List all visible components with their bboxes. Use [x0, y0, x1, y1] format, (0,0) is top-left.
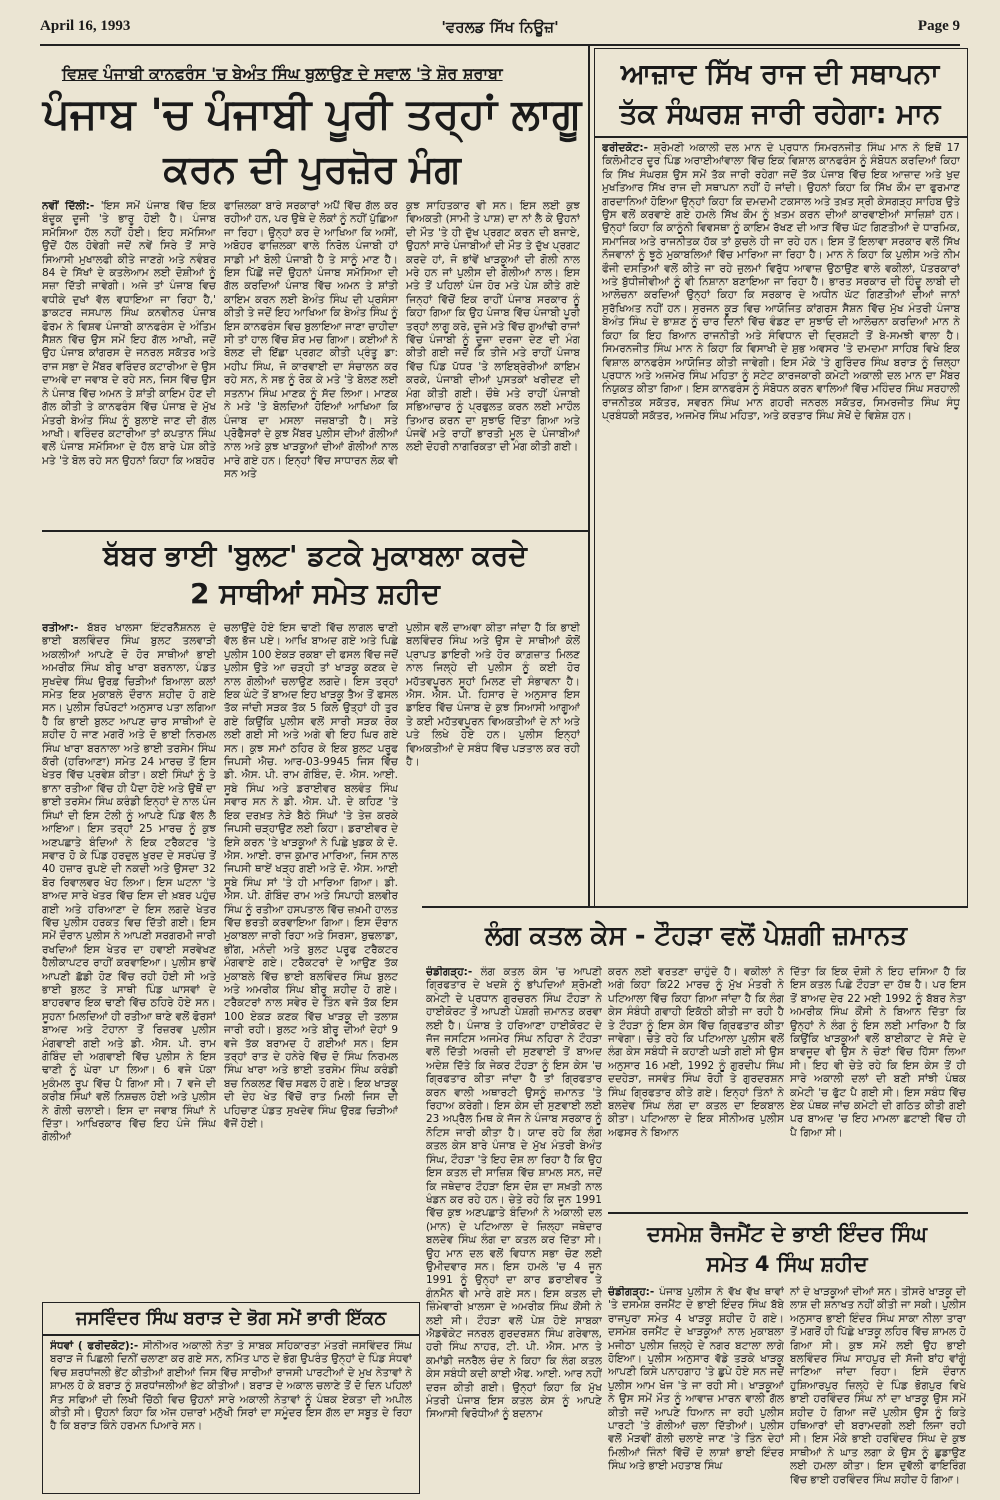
- main-headline-1: ਪੰਜਾਬ 'ਚ ਪੰਜਾਬੀ ਪੂਰੀ ਤਰ੍ਹਾਂ ਲਾਗੂ: [42, 89, 582, 138]
- dashmesh-dateline: ਚੰਡੀਗੜ੍ਹ:-: [608, 1286, 655, 1298]
- main-col-3: [406, 200, 580, 525]
- main-text-2: ਫਾਜ਼ਿਲਕਾ ਬਾਰੇ ਸਰਕਾਰਾਂ ਅਪੈਂ ਵਿੱਚ ਗੱਲ ਕਰ ਰਹੀਆਂ ਹਨ, ਪਰ ਉਥੇ ਦੇ ਲੋਕਾਂ ਨੂੰ ਨਹੀਂ ਪੁੱਛਿਆ ਜਾ ਰਿਹਾ। ਉਨ੍ਹਾਂ ਕਰ ਦੇ ਆਖਿਆ ਕਿ ਅਸੀਂ, ਅਬੋਹਰ ਫਾਜ਼ਿਲਕਾ ਵਾਲੇ ਨਿਰੋਲ ਪੰਜਾਬੀ ਹਾਂ ਸਾਡੀ ਮਾਂ ਬੋਲੀ ਪੰਜਾਬੀ ਹੈ ਤੇ ਸਾਨੂੰ ਮਾਣ ਹੈ। ਇਸ ਪਿੱਛੋਂ ਜਦੋਂ ਉਹਨਾਂ ਪੰਜਾਬ ਸਮੱਸਿਆ ਦੀ ਗੱਲ ਕਰਦਿਆਂ ਪੰਜਾਬ ਵਿੱਚ ਅਮਨ ਤੇ ਸ਼ਾਂਤੀ ਕਾਇਮ ਕਰਨ ਲਈ ਬੇਅੰਤ ਸਿੰਘ ਦੀ ਪ੍ਰਸੰਸਾ ਕੀਤੀ ਤੇ ਜਦੋਂ ਇਹ ਆਖਿਆ ਕਿ ਬੇਅੰਤ ਸਿੰਘ ਨੂੰ ਇਸ ਕਾਨਫਰੰਸ ਵਿਚ ਬੁਲਾਇਆ ਜਾਣਾ ਚਾਹੀਦਾ ਸੀ ਤਾਂ ਹਾਲ ਵਿੱਚ ਸ਼ੋਰ ਮਚ ਗਿਆ। ਕਈਆਂ ਨੇ ਬੋਲਣ ਦੀ ਇੱਛਾ ਪ੍ਰਗਟ ਕੀਤੀ ਪ੍ਰੰਤੂ ਡਾ: ਮਹੀਪ ਸਿੰਘ, ਜੋ ਕਾਰਵਾਈ ਦਾ ਸੰਚਾਲਨ ਕਰ ਰਹੇ ਸਨ, ਨੇ ਸਭ ਨੂੰ ਰੋਕ ਕੇ ਮਤੇ 'ਤੇ ਬੋਲਣ ਲਈ ਸਤਨਾਮ ਸਿੰਘ ਮਾਣਕ ਨੂੰ ਸੱਦ ਲਿਆ। ਮਾਣਕ ਨੇ ਮਤੇ 'ਤੇ ਬੋਲਦਿਆਂ ਹੋਇਆਂ ਆਖਿਆ ਕਿ ਪੰਜਾਬ ਦਾ ਮਸਲਾ ਜਜ਼ਬਾਤੀ ਹੈ। ਸਤੇ ਪ੍ਰੋਫੈਸਰਾਂ ਦੇ ਕੁਝ ਮੈਂਬਰ ਪੁਲੀਸ ਦੀਆਂ ਗੋਲੀਆਂ ਨਾਲ ਅਤੇ ਕੁਝ ਖਾੜਕੂਆਂ ਦੀਆਂ ਗੋਲੀਆਂ ਨਾਲ ਮਾਰੇ ਗਏ ਹਨ। ਇਨ੍ਹਾਂ ਵਿੱਚ ਸਾਧਾਰਨ ਲੋਕ ਵੀ ਸਨ ਅਤੇ: [224, 200, 398, 481]
- bullet-text-1: ਬੱਬਰ ਖਾਲਸਾ ਇੰਟਰਨੈਸ਼ਨਲ ਦੇ ਭਾਈ ਬਲਵਿੰਦਰ ਸਿੰਘ ਬੁਲਟ ਤਲਵਾੜੀ ਅਕਲੀਆਂ ਆਪਣੇ ਦੋ ਹੋਰ ਸਾਥੀਆਂ ਭਾਈ ਅਮਰੀਕ ਸਿੰਘ ਬੀਰੂ ਖਾਰਾ ਬਰਨਾਲਾ, ਪੰਡਤ ਸੁਖਦੇਵ ਸਿੰਘ ਉਰਫ਼ ਚਿੜੀਆਂ ਬਿਆਲਾ ਕਲਾਂ ਸਮੇਤ ਇਕ ਮੁਕਾਬਲੇ ਦੌਰਾਨ ਸ਼ਹੀਦ ਹੋ ਗਏ ਸਨ। ਪੁਲੀਸ ਰਿਪੋਰਟਾਂ ਅਨੁਸਾਰ ਪਤਾ ਲਗਿਆ ਹੈ ਕਿ ਭਾਈ ਬੁਲਟ ਆਪਣ ਚਾਰ ਸਾਥੀਆਂ ਦੇ ਸ਼ਹੀਦ ਹੋ ਜਾਣ ਮਗਰੋਂ ਅਤੇ ਦੋ ਭਾਈ ਨਿਰਮਲ ਸਿੰਘ ਖਾਰਾ ਬਰਨਾਲਾ ਅਤੇ ਭਾਈ ਤਰਸੇਮ ਸਿੰਘ ਕੱਰੀ (ਹਰਿਆਣਾ) ਸਮੇਤ 24 ਮਾਰਚ ਤੋਂ ਇਸ ਖੇਤਰ ਵਿੱਚ ਪ੍ਰਵੇਸ਼ ਕੀਤਾ। ਕਈ ਸਿੰਘਾਂ ਨੂੰ ਤੇ ਭਾਨਾ ਰਤੀਆ ਵਿੱਚ ਹੀ ਪੈਦਾ ਹੋਏ ਅਤੇ ਉਥੋਂ ਦਾ ਭਾਈ ਤਰਸੇਮ ਸਿੰਘ ਕਰੰਡੀ ਇਨ੍ਹਾਂ ਦੇ ਨਾਲ ਪੰਜ ਸਿੰਘਾਂ ਦੀ ਇਸ ਟੋਲੀ ਨੂੰ ਆਪਣੇ ਪਿੰਡ ਵੱਲ ਲੈ ਆਇਆ। ਇਸ ਤਰ੍ਹਾਂ 25 ਮਾਰਚ ਨੂੰ ਕੁਝ ਅਣਪਛਾਤੇ ਬੰਦਿਆਂ ਨੇ ਇਕ ਟਰੈਕਟਰ 'ਤੇ ਸਵਾਰ ਹੋ ਕੇ ਪਿੰਡ ਹਰਦੁਲ ਖੁਰਦ ਦੇ ਸਰਪੰਚ ਤੋਂ 40 ਹਜ਼ਾਰ ਰੁਪਏ ਦੀ ਨਕਦੀ ਅਤੇ ਉਸਦਾ 32 ਬੋਰ ਰਿਵਾਲਵਰ ਖੋਹ ਲਿਆ। ਇਸ ਘਟਨਾ 'ਤੇ ਬਾਅਦ ਸਾਰੇ ਖੇਤਰ ਵਿੱਚ ਇਸ ਦੀ ਖ਼ਬਰ ਪਹੁੰਚ ਗਈ ਅਤੇ ਹਰਿਆਣਾ ਦੇ ਇਸ ਲਗਦੇ ਖੇਤਰ ਵਿੱਚ ਪੁਲੀਸ ਹਰਕਤ ਵਿਚ ਦਿੱਤੀ ਗਈ। ਇਸ ਸਮੇਂ ਦੌਰਾਨ ਪੁਲੀਸ ਨੇ ਆਪਣੀ ਸਰਗਰਮੀ ਜਾਰੀ ਰਖਦਿਆਂ ਇਸ ਖੇਤਰ ਦਾ ਹਵਾਈ ਸਰਵੇਖਣ ਹੈਲੀਕਾਪਟਰ ਰਾਹੀਂ ਕਰਵਾਇਆ। ਪੁਲੀਸ ਭਾਵੇਂ ਆਪਣੀ ਛੱਡੀ ਹੋਣ ਵਿੱਚ ਰਹੀ ਹੋਈ ਸੀ ਅਤੇ ਭਾਈ ਬੁਲਟ ਤੇ ਸਾਥੀ ਪਿੰਡ ਘਾਸਵਾਂ ਦੇ ਬਾਹਰਵਾਰ ਇਕ ਢਾਣੀ ਵਿੱਚ ਠਹਿਰੇ ਹੋਏ ਸਨ। ਸੂਹਨਾ ਮਿਲਦਿਆਂ ਹੀ ਰਤੀਆ ਥਾਣੇ ਵਲੋਂ ਫੋਰਸਾਂ ਬਾਅਦ ਅਤੇ ਟੋਹਾਨਾ ਤੋਂ ਰਿਜ਼ਰਵ ਪੁਲੀਸ ਮੰਗਵਾਈ ਗਈ ਅਤੇ ਡੀ. ਐਸ. ਪੀ. ਰਾਮ ਗੋਬਿੰਦ ਦੀ ਅਗਵਾਈ ਵਿੱਚ ਪੁਲੀਸ ਨੇ ਇਸ ਢਾਣੀ ਨੂੰ ਘੇਰਾ ਪਾ ਲਿਆ। 6 ਵਜੇ ਪੱਕਾ ਮੁਕੰਮਲ ਰੂਪ ਵਿੱਚ ਪੈ ਗਿਆ ਸੀ। 7 ਵਜੇ ਦੀ ਕਰੀਬ ਸਿੰਘਾਂ ਵਲੋਂ ਨਿਸ਼ਚਲ ਹੋਈ ਅਤੇ ਪੁਲੀਸ ਨੇ ਗੋਲੀ ਚਲਾਈ। ਇਸ ਦਾ ਜਵਾਬ ਸਿੰਘਾਂ ਨੇ ਦਿੱਤਾ। ਆਖਿਰਕਾਰ ਵਿੱਚ ਇਹ ਪੰਜੇ ਸਿੰਘ ਗੋਲੀਆਂ: [42, 622, 216, 1144]
- bullet-col-3: [406, 622, 580, 788]
- mann-dateline: ਫਰੀਦਕੋਟ:-: [602, 142, 648, 154]
- main-headline-2: ਕਰਨ ਦੀ ਪੁਰਜ਼ੋਰ ਮੰਗ: [163, 147, 461, 191]
- mann-divider: [594, 136, 968, 138]
- dashmesh-col-2: [790, 1286, 966, 1494]
- tohra-text-2: ਕਰਨ ਲਈ ਵਰਤਣਾ ਚਾਹੁੰਦੇ ਹੈ। ਵਕੀਲਾਂ ਨੇ ਅਗੇ ਕਿਹਾ ਕਿ22 ਮਾਰਚ ਨੂੰ ਮੁੱਖ ਮੰਤਰੀ ਨੇ ਪਟਿਆਲਾ ਵਿੱਚ ਕਿਹਾ ਗਿਆ ਜਾਂਦਾ ਹੈ ਕਿ ਲੰਗ ਕੇਸ ਸੰਬੰਧੀ ਗਵਾਹੀ ਇਕੱਠੀ ਕੀਤੀ ਜਾ ਰਹੀ ਹੈ ਤੇ ਟੌਹੜਾ ਨੂੰ ਇਸ ਕੇਸ ਵਿੱਚ ਗ੍ਰਿਫਤਾਰ ਕੀਤਾ ਜਾਵੇਗਾ। ਚੇਤੇ ਰਹੇ ਕਿ ਪਟਿਆਲਾ ਪੁਲੀਸ ਵਲੋਂ ਲੰਗ ਕੇਸ ਸਬੰਧੀ ਜੋ ਕਹਾਣੀ ਘੜੀ ਗਈ ਸੀ ਉਸ ਅਨੁਸਾਰ 16 ਮਈ, 1992 ਨੂੰ ਗੁਰਦੀਪ ਸਿੰਘ ਦਦਹੇੜਾ, ਜਸਵੰਤ ਸਿੰਘ ਰੋਹੀ ਤੇ ਗੁਰਦਰਸ਼ਨ ਸਿੰਘ ਗ੍ਰਿਫਤਾਰ ਕੀਤੇ ਗਏ। ਇਨ੍ਹਾਂ ਤਿੰਨਾਂ ਨੇ ਬਲਦੇਵ ਸਿੰਘ ਲੰਗ ਦਾ ਕਤਲ ਦਾ ਇਕਬਾਲ ਕੀਤਾ। ਪਟਿਆਲਾ ਦੇ ਇਕ ਸੀਨੀਅਰ ਪੁਲੀਸ ਅਫਸਰ ਨੇ ਬਿਆਨ: [608, 966, 784, 1139]
- tohra-dateline: ਚੰਡੀਗੜ੍ਹ:-: [426, 966, 473, 978]
- main-kicker: ਵਿਸ਼ਵ ਪੰਜਾਬੀ ਕਾਨਫਰੰਸ 'ਚ ਬੇਅੰਤ ਸਿੰਘ ਬੁਲਾਉਣ ਦੇ ਸਵਾਲ 'ਤੇ ਸ਼ੋਰ ਸ਼ਰਾਬਾ: [62, 64, 503, 83]
- tohra-headline: ਲੰਗ ਕਤਲ ਕੇਸ - ਟੌਹੜਾ ਵਲੋਂ ਪੇਸ਼ਗੀ ਜ਼ਮਾਨਤ: [484, 921, 908, 951]
- dashmesh-headline-2: ਸਮੇਤ 4 ਸਿੰਘ ਸ਼ਹੀਦ: [706, 1252, 868, 1276]
- brar-body: [50, 1340, 412, 1488]
- main-dateline: ਨਵੀਂ ਦਿੱਲੀ:-: [42, 200, 95, 212]
- bullet-text-3: ਪੁਲੀਸ ਵਲੋਂ ਦਾਅਵਾ ਕੀਤਾ ਜਾਂਦਾ ਹੈ ਕਿ ਭਾਈ ਬਲਵਿੰਦਰ ਸਿੰਘ ਅਤੇ ਉਸ ਦੇ ਸਾਥੀਆਂ ਕੋਲੋਂ ਪ੍ਰਾਪਤ ਡਾਇਰੀ ਅਤੇ ਹੋਰ ਕਾਗ਼ਜ਼ਾਤ ਮਿਲਣ ਨਾਲ ਜਿਲ੍ਹੇ ਦੀ ਪੁਲੀਸ ਨੂੰ ਕਈ ਹੋਰ ਮਹੱਤਵਪੂਰਨ ਸੂਹਾਂ ਮਿਲਣ ਦੀ ਸੰਭਾਵਨਾ ਹੈ। ਐਸ. ਐਸ. ਪੀ. ਹਿਸਾਰ ਦੇ ਅਨੁਸਾਰ ਇਸ ਡਾਇਰ ਵਿੱਚ ਪੰਜਾਬ ਦੇ ਕੁਝ ਸਿਆਸੀ ਆਗੂਆਂ ਤੇ ਕਈ ਮਹੱਤਵਪੂਰਨ ਵਿਅਕਤੀਆਂ ਦੇ ਨਾਂ ਅਤੇ ਪਤੇ ਲਿਖੇ ਹੋਏ ਹਨ। ਪੁਲੀਸ ਇਨ੍ਹਾਂ ਵਿਅਕਤੀਆਂ ਦੇ ਸਬੰਧ ਵਿੱਚ ਪੜਤਾਲ ਕਰ ਰਹੀ ਹੈ।: [406, 622, 580, 769]
- main-col-2: [224, 200, 398, 525]
- brar-divider: [42, 1334, 420, 1336]
- bullet-col-1: [42, 622, 216, 1298]
- bullet-col-2: [224, 622, 398, 1298]
- bullet-text-2: ਚਲਾਉਂਦੇ ਹੋਏ ਇਸ ਢਾਣੀ ਵਿੱਚ ਲਾਗਲ ਢਾਣੀ ਵੱਲ ਭੱਜ ਪਏ। ਆਖਿ ਬਾਅਦ ਗਏ ਅਤੇ ਪਿਛੇ ਪੁਲੀਸ 100 ਏਕੜ ਰਕਬਾ ਦੀ ਫਸਲ ਵਿੱਚ ਜਦੋਂ ਪੁਲੀਸ ਉਤੇ ਆ ਚੜ੍ਹੀ ਤਾਂ ਖਾੜਕੂ ਕਣਕ ਦੇ ਨਾਲ ਗੋਲੀਆਂ ਚਲਾਉਣ ਲਗਦੇ। ਇਸ ਤਰ੍ਹਾਂ ਇਕ ਘੰਟੇ ਤੋਂ ਬਾਅਦ ਇਹ ਖਾੜਕੂ ਤੈਅ ਤੋਂ ਫਸਲ ਤੱਕ ਜਾਂਦੀ ਸੜਕ ਤੱਕ 5 ਕਿਲੋ ਉਤ੍ਹਾਂ ਹੀ ਤੁਰ ਗਏ ਕਿਉਂਕਿ ਪੁਲੀਸ ਵਲੋਂ ਸਾਰੀ ਸੜਕ ਰੋਕ ਲਈ ਗਈ ਸੀ ਅਤੇ ਅਗੇ ਵੀ ਇਹ ਘਿਰ ਗਏ ਸਨ। ਕੁਝ ਸਮਾਂ ਠਹਿਰ ਕੇ ਇਕ ਬੁਲਟ ਪਰੂਫ ਜਿਪਸੀ ਐਚ. ਆਰ-03-9945 ਜਿਸ ਵਿੱਚ ਡੀ. ਐਸ. ਪੀ. ਰਾਮ ਗੋਬਿੰਦ, ਦੋ. ਐਸ. ਆਈ. ਸੂਬੇ ਸਿੰਘ ਅਤੇ ਡਰਾਈਵਰ ਬਲਵੰਤ ਸਿੰਘ ਸਵਾਰ ਸਨ ਨੇ ਡੀ. ਐਸ. ਪੀ. ਦੇ ਕਹਿਣ 'ਤੇ ਇਕ ਦਰਖ਼ਤ ਨੇੜੇ ਬੈਠੇ ਸਿੰਘਾਂ 'ਤੇ ਤੇਜ਼ ਕਰਕੇ ਜਿਪਸੀ ਚੜ੍ਹਾਉਣ ਲਈ ਕਿਹਾ। ਡਰਾਈਵਰ ਦੇ ਇਸੇ ਕਰਨ 'ਤੇ ਖਾੜਕੂਆਂ ਨੇ ਪਿਛੇ ਖੁਡਕ ਕੇ ਦੋ. ਐਸ. ਆਈ. ਰਾਜ ਕੁਮਾਰ ਮਾਰਿਆ, ਜਿਸ ਨਾਲ ਜਿਪਸੀ ਥਾਏਂ ਖੜ੍ਹ ਗਈ ਅਤੇ ਦੋ. ਐਸ. ਆਈ ਸੂਬੇ ਸਿੰਘ ਸਾਂ 'ਤੇ ਹੀ ਮਾਰਿਆ ਗਿਆ। ਡੀ. ਐਸ. ਪੀ. ਗੋਬਿੰਦ ਰਾਮ ਅਤੇ ਸਿਪਾਹੀ ਬਲਵੀਰ ਸਿੰਘ ਨੂੰ ਰਤੀਆ ਹਸਪਤਾਲ ਵਿੱਚ ਜ਼ਖ਼ਮੀ ਹਾਲਤ ਵਿੱਚ ਭਰਤੀ ਕਰਵਾਇਆ ਗਿਆ। ਇਸ ਦੌਰਾਨ ਮੁਕਾਬਲਾ ਜਾਰੀ ਰਿਹਾ ਅਤੇ ਸਿਰਸਾ, ਬੁਢਲਾਡਾ, ਭੀਂਗ, ਮਨੰਦੀ ਅਤੇ ਬੁਲਟ ਪਰੂਫ ਟਰੈਕਟਰ ਮੰਗਵਾਏ ਗਏ। ਟਰੈਕਟਰਾਂ ਦੇ ਆਉਣ ਤੱਕ ਮੁਕਾਬਲੇ ਵਿੱਚ ਭਾਈ ਬਲਵਿੰਦਰ ਸਿੰਘ ਬੁਲਟ ਅਤੇ ਅਮਰੀਕ ਸਿੰਘ ਬੀਰੂ ਸ਼ਹੀਦ ਹੋ ਗਏ। ਟਰੈਕਟਰਾਂ ਨਾਲ ਸਵੇਰ ਦੇ ਤਿੰਨ ਵਜੇ ਤੱਕ ਇਸ 100 ਏਕੜ ਕਣਕ ਵਿੱਚ ਖਾੜਕੂ ਦੀ ਤਲਾਸ਼ ਜਾਰੀ ਰਹੀ। ਬੁਲਟ ਅਤੇ ਬੀਰੂ ਦੀਆਂ ਦੇਹਾਂ 9 ਵਜੇ ਤੱਕ ਬਰਾਮਦ ਹੋ ਗਈਆਂ ਸਨ। ਇਸ ਤਰ੍ਹਾਂ ਰਾਤ ਦੇ ਹਨੇਰੇ ਵਿੱਚ ਦੋ ਸਿੰਘ ਨਿਰਮਲ ਸਿੰਘ ਖਾਰਾ ਅਤੇ ਭਾਈ ਤਰਸੇਮ ਸਿੰਘ ਕਰੰਡੀ ਬਚ ਨਿਕਲਣ ਵਿੱਚ ਸਫਲ ਹੋ ਗਏ। ਇਕ ਖਾੜਕੂ ਦੀ ਦੇਹ ਖੇਤ ਵਿੱਚੋਂ ਰਾਤ ਮਿਲੀ ਜਿਸ ਦੀ ਪਹਿਚਾਣ ਪੰਡਤ ਸੁਖਦੇਵ ਸਿੰਘ ਉਰਫ਼ ਚਿੜੀਆਂ ਵੱਜੋਂ ਹੋਈ।: [224, 622, 398, 1131]
- vertical-rule: [588, 44, 590, 906]
- brar-headline: ਜਸਵਿੰਦਰ ਸਿੰਘ ਬਰਾੜ ਦੇ ਭੋਗ ਸਮੇਂ ਭਾਰੀ ਇੱਕਠ: [75, 1308, 387, 1329]
- mann-body: [602, 142, 960, 898]
- tohra-text-1: ਲੰਗ ਕਤਲ ਕੇਸ 'ਚ ਆਪਣੀ ਗ੍ਰਿਫਤਾਰ ਦੇ ਖਦਸ਼ੇ ਨੂੰ ਭਾਂਪਦਿਆਂ ਸ਼੍ਰੋਮਣੀ ਕਮੇਟੀ ਦੇ ਪ੍ਰਧਾਨ ਗੁਰਚਰਨ ਸਿੰਘ ਟੌਹੜਾ ਨੇ ਹਾਈਕੋਰਟ ਤੋਂ ਆਪਣੀ ਪੇਸ਼ਗੀ ਜ਼ਮਾਨਤ ਕਰਵਾ ਲਈ ਹੈ। ਪੰਜਾਬ ਤੇ ਹਰਿਆਣਾ ਹਾਈਕੋਰਟ ਦੇ ਜੱਜ ਜਸਟਿਸ ਅਜਮੇਰ ਸਿੰਘ ਨਹਿਰਾ ਨੇ ਟੌਹੜਾ ਵਲੋਂ ਦਿੱਤੀ ਅਰਜ਼ੀ ਦੀ ਸੁਣਵਾਈ ਤੋਂ ਬਾਅਦ ਅਦੇਸ਼ ਦਿੱਤੇ ਕਿ ਜੇਕਰ ਟੌਹੜਾ ਨੂੰ ਇਸ ਕੇਸ 'ਚ ਗ੍ਰਿਫਤਾਰ ਕੀਤਾ ਜਾਂਦਾ ਹੈ ਤਾਂ ਗ੍ਰਿਫਤਾਰ ਕਰਨ ਵਾਲੀ ਅਥਾਰਟੀ ਉਸਨੂੰ ਜ਼ਮਾਨਤ 'ਤੇ ਰਿਹਾਅ ਕਰੇਗੀ। ਇਸ ਕੇਸ ਦੀ ਸੁਣਵਾਈ ਲਈ 23 ਅਪ੍ਰੈਲ ਮਿਥ ਕੇ ਜੱਜ ਨੇ ਪੰਜਾਬ ਸਰਕਾਰ ਨੂੰ ਨੋਟਿਸ ਜਾਰੀ ਕੀਤਾ ਹੈ। ਯਾਦ ਰਹੇ ਕਿ ਲੰਗ ਕਤਲ ਕੇਸ ਬਾਰੇ ਪੰਜਾਬ ਦੇ ਮੁੱਖ ਮੰਤਰੀ ਬੇਅੰਤ ਸਿੰਘ, ਟੌਹੜਾ 'ਤੇ ਇਹ ਦੋਸ਼ ਲਾ ਰਿਹਾ ਹੈ ਕਿ ਉਹ ਇਸ ਕਤਲ ਦੀ ਸਾਜ਼ਿਸ਼ ਵਿੱਚ ਸ਼ਾਮਲ ਸਨ, ਜਦੋਂ ਕਿ ਜਥੇਦਾਰ ਟੌਹੜਾ ਇਸ ਦੋਸ਼ ਦਾ ਸਖ਼ਤੀ ਨਾਲ ਖੰਡਨ ਕਰ ਰਹੇ ਹਨ। ਚੇਤੇ ਰਹੇ ਕਿ ਜੂਨ 1991 ਵਿੱਚ ਕੁਝ ਅਣਪਛਾਤੇ ਬੰਦਿਆਂ ਨੇ ਅਕਾਲੀ ਦਲ (ਮਾਨ) ਦੇ ਪਟਿਆਲਾ ਦੇ ਜ਼ਿਲ੍ਹਾ ਜਥੇਦਾਰ ਬਲਦੇਵ ਸਿੰਘ ਲੰਗ ਦਾ ਕਤਲ ਕਰ ਦਿੱਤਾ ਸੀ। ਉਹ ਮਾਨ ਦਲ ਵਲੋਂ ਵਿਧਾਨ ਸਭਾ ਚੋਣ ਲਈ ਉਮੀਦਵਾਰ ਸਨ। ਇਸ ਹਮਲੇ 'ਚ 4 ਜੂਨ 1991 ਨੂੰ ਉਨ੍ਹਾਂ ਦਾ ਕਾਰ ਡਰਾਈਵਰ ਤੇ ਗੰਨਮੈਨ ਵੀ ਮਾਰੇ ਗਏ ਸਨ। ਇਸ ਕਤਲ ਦੀ ਜ਼ਿੰਮੇਵਾਰੀ ਖ਼ਾਲਸਾ ਦੇ ਅਮਰੀਕ ਸਿੰਘ ਕੌਂਸੀ ਨੇ ਲਈ ਸੀ। ਟੌਹੜਾ ਵਲੋਂ ਪੇਸ਼ ਹੋਏ ਸਾਬਕਾ ਐਡਵੋਕੇਟ ਜਨਰਲ ਗੁਰਦਰਸ਼ਨ ਸਿੰਘ ਗਰੇਵਾਲ, ਹਰੀ ਸਿੰਘ ਨਾਹਰ, ਟੀ. ਪੀ. ਐਸ. ਮਾਨ ਤੇ ਕਮਾਂਡੀ ਜਨਰੈਲ ਚੰਦ ਨੇ ਕਿਹਾ ਕਿ ਲੰਗ ਕਤਲ ਕੇਸ ਸਬੰਧੀ ਕਦੀ ਕਾਈ ਐਫ. ਆਈ. ਆਰ ਨਹੀਂ ਦਰਜ ਕੀਤੀ ਗਈ। ਉਨ੍ਹਾਂ ਕਿਹਾ ਕਿ ਮੁੱਖ ਮੰਤਰੀ ਪੰਜਾਬ ਇਸ ਕਤਲ ਕੇਸ ਨੂੰ ਆਪਣੇ ਸਿਆਸੀ ਵਿਰੋਧੀਆਂ ਨੂੰ ਬਦਨਾਮ: [426, 966, 602, 1421]
- dashmesh-col-1: [608, 1286, 784, 1494]
- section-divider-3: [608, 1212, 968, 1214]
- main-text-1: 'ਇਸ ਸਮੇਂ ਪੰਜਾਬ ਵਿੱਚ ਇਕ ਬੰਦੂਕ ਦੂਜੀ 'ਤੇ ਭਾਰੂ ਹੋਈ ਹੈ। ਪੰਜਾਬ ਸਮੱਸਿਆ ਹੱਲ ਨਹੀਂ ਹੋਈ। ਇਹ ਸਮੱਸਿਆ ਉਦੋਂ ਹੱਲ ਹੋਵੇਗੀ ਜਦੋਂ ਨਵੇਂ ਸਿਰੇ ਤੋਂ ਸਾਰੇ ਸਿਆਸੀ ਮੁਖਾਲਫੀ ਕੀਤੇ ਜਾਣਗੇ ਅਤੇ ਨਵੰਬਰ 84 ਦੇ ਸਿੱਖਾਂ ਦੇ ਕਤਲੇਆਮ ਲਈ ਦੋਸ਼ੀਆਂ ਨੂੰ ਸਜ਼ਾ ਦਿੱਤੀ ਜਾਵੇਗੀ। ਅਜੇ ਤਾਂ ਪੰਜਾਬ ਵਿਚ ਵਧੀਕੇ ਦੁਖਾਂ ਵੱਲ ਵਧਾਇਆ ਜਾ ਰਿਹਾ ਹੈ,' ਡਾਕਟਰ ਜਸਪਾਲ ਸਿੰਘ ਕਨਵੀਨਰ ਪੰਜਾਬ ਫੋਰਮ ਨੇ ਵਿਸ਼ਵ ਪੰਜਾਬੀ ਕਾਨਫਰੰਸ ਦੇ ਅੰਤਿਮ ਸੈਸ਼ਨ ਵਿੱਚ ਉਸ ਸਮੇਂ ਇਹ ਗੱਲ ਆਖੀ, ਜਦੋਂ ਉਹ ਪੰਜਾਬ ਕਾਂਗਰਸ ਦੇ ਜਨਰਲ ਸਕੱਤਰ ਅਤੇ ਰਾਜ ਸਭਾ ਦੇ ਮੈਂਬਰ ਵਰਿੰਦਰ ਕਟਾਰੀਆ ਦੇ ਉਸ ਦਾਅਵੇ ਦਾ ਜਵਾਬ ਦੇ ਰਹੇ ਸਨ, ਜਿਸ ਵਿੱਚ ਉਸ ਨੇ ਪੰਜਾਬ ਵਿੱਚ ਅਮਨ ਤੇ ਸ਼ਾਂਤੀ ਕਾਇਮ ਹੋਣ ਦੀ ਗੱਲ ਕੀਤੀ ਤੇ ਕਾਨਫਰੰਸ ਵਿੱਚ ਪੰਜਾਬ ਦੇ ਮੁੱਖ ਮੰਤਰੀ ਬੇਅੰਤ ਸਿੰਘ ਨੂੰ ਬੁਲਾਏ ਜਾਣ ਦੀ ਗੱਲ ਆਖੀ। ਵਰਿੰਦਰ ਕਟਾਰੀਆ ਤਾਂ ਕਪਤਾਨ ਸਿੰਘ ਵਲੋਂ ਪੰਜਾਬ ਸਮੱਸਿਆ ਦੇ ਹੱਲ ਬਾਰੇ ਪੇਸ਼ ਕੀਤੇ ਮਤੇ 'ਤੇ ਬੋਲ ਰਹੇ ਸਨ ਉਹਨਾਂ ਕਿਹਾ ਕਿ ਅਬਹੋਰ: [42, 200, 216, 467]
- tohra-col-1: [426, 966, 602, 1496]
- dashmesh-text-1: ਪੰਜਾਬ ਪੁਲੀਸ ਨੇ ਵੱਖ ਵੱਖ ਥਾਵਾਂ 'ਤੇ ਦਸਮੇਸ਼ ਰਜਮੈਂਟ ਦੇ ਭਾਈ ਇੰਦਰ ਸਿੰਘ ਬੱਬੇ ਰਾਜਪੁਰਾ ਸਮੇਤ 4 ਖਾੜਕੂ ਸ਼ਹੀਦ ਹੋ ਗਏ। ਦਸਮੇਸ਼ ਰਜਮੈਂਟ ਦੇ ਖਾੜਕੂਆਂ ਨਾਲ ਮੁਕਾਬਲਾ ਮਜੀਠਾ ਪੁਲੀਸ ਜ਼ਿਲ੍ਹੇ ਦੇ ਨਗਰ ਬਟਾਲਾ ਲਾਗੇ ਹੋਇਆ। ਪੁਲੀਸ ਅਨੁਸਾਰ ਵੱਡੇ ਤੜਕੇ ਖਾੜਕੂ ਆਪਣੀ ਕਿਸੇ ਪਨਾਹਗਾਹ 'ਤੇ ਛੁਪੇ ਹੋਏ ਸਨ ਜਦੋਂ ਪੁਲੀਸ ਆਮ ਖੋਜ 'ਤੇ ਜਾ ਰਹੀ ਸੀ। ਖਾੜਕੂਆਂ ਨੇ ਉਸ ਸਮੇਂ ਮੌਤ ਨੂੰ ਆਵਾਜ਼ ਮਾਰਨ ਵਾਲੀ ਗੱਲ ਕੀਤੀ ਜਦੋਂ ਆਪਣੇ ਧਿਆਨ ਜਾ ਰਹੀ ਪੁਲੀਸ ਪਾਰਟੀ 'ਤੇ ਗੋਲੀਆਂ ਚਲਾ ਦਿੱਤੀਆਂ। ਪੁਲੀਸ ਵਲੋਂ ਮੋੜਵੀਂ ਗੋਲੀ ਚਲਾਏ ਜਾਣ 'ਤੇ ਤਿੰਨ ਦੇਹਾਂ ਮਿਲੀਆਂ ਜਿੰਨਾਂ ਵਿੱਚੋਂ ਦੋ ਲਾਸ਼ਾਂ ਭਾਈ ਇੰਦਰ ਸਿੰਘ ਅਤੇ ਭਾਈ ਮਹਤਾਬ ਸਿੰਘ: [608, 1286, 784, 1473]
- page-number: Page 9: [917, 18, 960, 34]
- tohra-col-3: [790, 966, 966, 1206]
- main-text-3: ਕੁਝ ਸਾਹਿਤਕਾਰ ਵੀ ਸਨ। ਇਸ ਲਈ ਕੁਝ ਵਿਅਕਤੀ (ਸਾਮੀ ਤੇ ਪਾਸ਼) ਦਾ ਨਾਂ ਲੈ ਕੇ ਉਹਨਾਂ ਦੀ ਮੌਤ 'ਤੇ ਹੀ ਦੁੱਖ ਪ੍ਰਗਟ ਕਰਨ ਦੀ ਬਜਾਏ, ਉਹਨਾਂ ਸਾਰੇ ਪੰਜਾਬੀਆਂ ਦੀ ਮੌਤ ਤੇ ਦੁੱਖ ਪ੍ਰਗਟ ਕਰਦੇ ਹਾਂ, ਜੋ ਭਾਂਵੇਂ ਖਾੜਕੂਆਂ ਦੀ ਗੋਲੀ ਨਾਲ ਮਰੇ ਹਨ ਜਾਂ ਪੁਲੀਸ ਦੀ ਗੋਲੀਆਂ ਨਾਲ। ਇਸ ਮਤੇ ਤੋਂ ਪਹਿਲਾਂ ਪੰਜ ਹੋਰ ਮਤੇ ਪੇਸ਼ ਕੀਤੇ ਗਏ ਜਿਨ੍ਹਾਂ ਵਿੱਚੋਂ ਇਕ ਰਾਹੀਂ ਪੰਜਾਬ ਸਰਕਾਰ ਨੂੰ ਕਿਹਾ ਗਿਆ ਕਿ ਉਹ ਪੰਜਾਬ ਵਿੱਚ ਪੰਜਾਬੀ ਪੂਰੀ ਤਰ੍ਹਾਂ ਲਾਗੂ ਕਰੇ, ਦੂਜੇ ਮਤੇ ਵਿੱਚ ਗੁਆਂਢੀ ਰਾਜਾਂ ਵਿੱਚ ਪੰਜਾਬੀ ਨੂੰ ਦੂਜਾ ਦਰਜਾ ਦੇਣ ਦੀ ਮੰਗ ਕੀਤੀ ਗਈ ਜਦੋਂ ਕਿ ਤੀਜੇ ਮਤੇ ਰਾਹੀਂ ਪੰਜਾਬ ਵਿੱਚ ਪਿੰਡ ਪੱਧਰ 'ਤੇ ਲਾਇਬ੍ਰੇਰੀਆਂ ਕਾਇਮ ਕਰਕੇ, ਪੰਜਾਬੀ ਦੀਆਂ ਪੁਸਤਕਾਂ ਖਰੀਦਣ ਦੀ ਮੰਗ ਕੀਤੀ ਗਈ। ਚੌਥੇ ਮਤੇ ਰਾਹੀਂ ਪੰਜਾਬੀ ਸਭਿਆਚਾਰ ਨੂੰ ਪ੍ਰਫੁਲਤ ਕਰਨ ਲਈ ਮਾਹੌਲ ਤਿਆਰ ਕਰਨ ਦਾ ਸੁਝਾਓ ਦਿੱਤਾ ਗਿਆ ਅਤੇ ਪੰਜਵੇਂ ਮਤੇ ਰਾਹੀਂ ਭਾਰਤੀ ਮੂਲ ਦੇ ਪੰਜਾਬੀਆਂ ਲਈ ਦੋਹਰੀ ਨਾਗਰਿਕਤਾ ਦੀ ਮੰਗ ਕੀਤੀ ਗਈ।: [406, 200, 580, 454]
- section-divider-1: [42, 530, 588, 532]
- main-col-1: [42, 200, 216, 525]
- tohra-col-2: [608, 966, 784, 1206]
- mann-headline-1: ਆਜ਼ਾਦ ਸਿੱਖ ਰਾਜ ਦੀ ਸਥਾਪਨਾ: [620, 57, 940, 90]
- tohra-text-3: ਦਿੱਤਾ ਕਿ ਇਕ ਦੋਸ਼ੀ ਨੇ ਇਹ ਦਸਿਆ ਹੈ ਕਿ ਇਸ ਕਤਲ ਪਿਛੇ ਟੌਹੜਾ ਦਾ ਹੱਥ ਹੈ। ਪਰ ਇਸ ਤੋਂ ਬਾਅਦ ਦੇਰ 22 ਮਈ 1992 ਨੂੰ ਬੱਬਰ ਨੇਤਾ ਅਮਰੀਕ ਸਿੰਘ ਕੌਂਸੀ ਨੇ ਬਿਆਨ ਦਿੱਤਾ ਕਿ ਉਨ੍ਹਾਂ ਨੇ ਲੰਗ ਨੂੰ ਇਸ ਲਈ ਮਾਰਿਆ ਹੈ ਕਿ ਕਿਉਂਕਿ ਖਾੜਕੂਆਂ ਵਲੋਂ ਬਾਈਕਾਟ ਦੇ ਸੱਦੇ ਦੇ ਬਾਵਜੂਦ ਵੀ ਉਸ ਨੇ ਚੋਣਾਂ ਵਿੱਚ ਹਿੱਸਾ ਲਿਆ ਸੀ। ਇਹ ਵੀ ਚੇਤੇ ਰਹੇ ਕਿ ਇਸ ਕੇਸ ਤੋਂ ਹੀ ਸਾਰੇ ਅਕਾਲੀ ਦਲਾਂ ਦੀ ਬਣੀ ਸਾਂਝੀ ਪੰਥਕ ਕਮੇਟੀ 'ਚ ਫੁੱਟ ਪੈ ਗਈ ਸੀ। ਇਸ ਸਬੰਧ ਵਿੱਚ ਏਕ ਪੰਥਕ ਜਾਂਚ ਕਮੇਟੀ ਦੀ ਗਠਿਤ ਕੀਤੀ ਗਈ ਪਰ ਬਾਅਦ 'ਚ ਇਹ ਮਾਮਲਾ ਛਟਾਈ ਵਿੱਚ ਹੀ ਪੈ ਗਿਆ ਸੀ।: [790, 966, 966, 1139]
- bullet-dateline: ਰਤੀਆ:-: [42, 622, 79, 634]
- brar-text: ਸੀਨੀਅਰ ਅਕਾਲੀ ਨੇਤਾ ਤੇ ਸਾਬਕ ਸਹਿਕਾਰਤਾ ਮੰਤਰੀ ਜਸਵਿੰਦਰ ਸਿੰਘ ਬਰਾੜ ਜੋ ਪਿਛਲੀ ਦਿਨੀਂ ਚਲਾਣਾ ਕਰ ਗਏ ਸਨ, ਨਮਿੱਤ ਪਾਠ ਦੇ ਭੋਗ ਉਪਰੰਤ ਉਨ੍ਹਾਂ ਦੇ ਪਿੰਡ ਸੰਧਵਾਂ ਵਿਚ ਸ਼ਰਧਾਂਜਲੀ ਭੇਂਟ ਕੀਤੀਆਂ ਗਈਆਂ ਜਿਸ ਵਿੱਚ ਸਾਰੀਆਂ ਰਾਜਸੀ ਪਾਰਟੀਆਂ ਦੇ ਮੁਖ ਨੇਤਾਵਾਂ ਨੇ ਸ਼ਾਮਲ ਹੋ ਕੇ ਬਰਾੜ ਨੂੰ ਸ਼ਰਧਾਂਜਲੀਆਂ ਭੇਟ ਕੀਤੀਆਂ। ਬਰਾੜ ਦੇ ਅਕਾਲ ਚਲਾਣੇ ਤੋਂ ਦੋ ਦਿਨ ਪਹਿਲਾਂ ਸੱਤ ਸਫਿਆਂ ਦੀ ਲਿਖੀ ਚਿੱਠੀ ਵਿਚ ਉਹਨਾਂ ਸਾਰੇ ਅਕਾਲੀ ਨੇਤਾਵਾਂ ਨੂੰ ਪੰਥਕ ਏਕਤਾ ਦੀ ਅਪੀਲ ਕੀਤੀ ਸੀ। ਉਹਨਾਂ ਕਿਹਾ ਕਿ ਅੱਜ ਹਜ਼ਾਰਾਂ ਮਨੁੱਖੀ ਸਿਰਾਂ ਦਾ ਸਮੂੰਦਰ ਇਸ ਗੱਲ ਦਾ ਸਬੂਤ ਦੇ ਰਿਹਾ ਹੈ ਕਿ ਬਰਾੜ ਕਿੰਨੇ ਹਰਮਨ ਪਿਆਰੇ ਸਨ।: [50, 1340, 412, 1433]
- bullet-headline-1: ਬੱਬਰ ਭਾਈ 'ਬੁਲਟ' ਡਟਕੇ ਮੁਕਾਬਲਾ ਕਰਦੇ: [103, 539, 527, 572]
- issue-date: April 16, 1993: [40, 18, 131, 34]
- dashmesh-text-2: ਨਾਂ ਦੇ ਖਾੜਕੂਆਂ ਦੀਆਂ ਸਨ। ਤੀਸਰੇ ਖਾੜਕੂ ਦੀ ਲਾਸ਼ ਦੀ ਸ਼ਨਾਖਤ ਨਹੀਂ ਕੀਤੀ ਜਾ ਸਕੀ। ਪੁਲੀਸ ਅਨੁਸਾਰ ਭਾਈ ਇੰਦਰ ਸਿੰਘ ਸਾਕਾ ਨੀਲਾ ਤਾਰਾ ਤੋਂ ਮਗਰੋਂ ਹੀ ਪਿੱਛੇ ਖਾੜਕੂ ਲਹਿਰ ਵਿੱਚ ਸ਼ਾਮਲ ਹੋ ਗਿਆ ਸੀ। ਕੁਝ ਸਮੇਂ ਲਈ ਉਹ ਭਾਈ ਬਲਵਿੰਦਰ ਸਿੰਘ ਸਾਹਪੁਰ ਦੀ ਸੱਜੀ ਬਾਂਹ ਵਾਂਗੂੰ ਜਾਣਿਆ ਜਾਂਦਾ ਰਿਹਾ। ਇਸੇ ਦੌਰਾਨ ਹੁਸ਼ਿਆਰਪੁਰ ਜ਼ਿਲ੍ਹੇ ਦੇ ਪਿੰਡ ਭੋਗਪੁਰ ਵਿਖੇ ਭਾਈ ਹਰਵਿੰਦਰ ਸਿੰਘ ਨਾਂ ਦਾ ਖਾੜਕੂ ਉਸ ਸਮੇਂ ਸ਼ਹੀਦ ਹੋ ਗਿਆ ਜਦੋਂ ਪੁਲੀਸ ਉਸ ਨੂੰ ਕਿਤੇ ਹਥਿਆਰਾਂ ਦੀ ਬਰਾਮਦਗੀ ਲਈ ਲਿਜਾ ਰਹੀ ਸੀ। ਇਸ ਮੌਕੇ ਭਾਈ ਹਰਵਿੰਦਰ ਸਿੰਘ ਦੇ ਕੁਝ ਸਾਥੀਆਂ ਨੇ ਘਾਤ ਲਗਾ ਕੇ ਉਸ ਨੂੰ ਛੁਡਾਉਣ ਲਈ ਹਮਲਾ ਕੀਤਾ। ਇਸ ਦੁਵੱਲੀ ਫਾਇਰਿੰਗ ਵਿੱਚ ਭਾਈ ਹਰਵਿੰਦਰ ਸਿੰਘ ਸ਼ਹੀਦ ਹੋ ਗਿਆ।: [790, 1286, 966, 1486]
- section-divider-2: [422, 906, 968, 908]
- newspaper-name: 'ਵਰਲਡ ਸਿੱਖ ਨਿਊਜ਼': [441, 18, 559, 36]
- page-header: [40, 10, 960, 46]
- mann-headline-2: ਤੱਕ ਸੰਘਰਸ਼ ਜਾਰੀ ਰਹੇਗਾ: ਮਾਨ: [619, 97, 941, 130]
- bullet-headline-2: 2 ਸਾਥੀਆਂ ਸਮੇਤ ਸ਼ਹੀਦ: [190, 577, 440, 610]
- dashmesh-headline-1: ਦਸਮੇਸ਼ ਰੈਜਮੈਂਟ ਦੇ ਭਾਈ ਇੰਦਰ ਸਿੰਘ: [646, 1222, 928, 1246]
- brar-dateline: ਸੰਧਵਾਂ ( ਫਰੀਦਕੋਟ):-: [50, 1340, 139, 1352]
- mann-text: ਸ਼੍ਰੋਮਣੀ ਅਕਾਲੀ ਦਲ ਮਾਨ ਦੇ ਪ੍ਰਧਾਨ ਸਿਮਰਨਜੀਤ ਸਿੰਘ ਮਾਨ ਨੇ ਇਥੋਂ 17 ਕਿਲੋਮੀਟਰ ਦੂਰ ਪਿੰਡ ਅਰਾਈਆਂਵਾਲਾ ਵਿੱਚ ਇਕ ਵਿਸ਼ਾਲ ਕਾਨਫਰੰਸ ਨੂੰ ਸੰਬੋਧਨ ਕਰਦਿਆਂ ਕਿਹਾ ਕਿ ਸਿੱਖ ਸੰਘਰਸ਼ ਉਸ ਸਮੇਂ ਤੱਕ ਜਾਰੀ ਰਹੇਗਾ ਜਦੋਂ ਤੱਕ ਪੰਜਾਬ ਵਿੱਚ ਇਕ ਆਜ਼ਾਦ ਅਤੇ ਖੁਦ ਮੁਖਤਿਆਰ ਸਿੱਖ ਰਾਜ ਦੀ ਸਥਾਪਨਾ ਨਹੀਂ ਹੋ ਜਾਂਦੀ। ਉਹਨਾਂ ਕਿਹਾ ਕਿ ਸਿੱਖ ਕੌਮ ਦਾ ਫੁਰਮਾਣ ਗਰਦਾਨਿਆਂ ਹੋਇਆ ਉਨ੍ਹਾਂ ਕਿਹਾ ਕਿ ਦਮਦਮੀ ਟਕਸਾਲ ਅਤੇ ਤਖ਼ਤ ਸ੍ਰੀ ਕੇਸਗੜ੍ਹ ਸਾਹਿਬ ਉਤੇ ਉਸ ਵਲੋਂ ਕਰਵਾਏ ਗਏ ਹਮਲੇ ਸਿੱਖ ਕੌਮ ਨੂੰ ਖ਼ਤਮ ਕਰਨ ਦੀਆਂ ਕਾਰਵਾਈਆਂ ਸਾਜ਼ਿਸ਼ਾਂ ਹਨ। ਉਨ੍ਹਾਂ ਕਿਹਾ ਕਿ ਕਾਨੂੰਨੀ ਵਿਵਸਥਾ ਨੂੰ ਕਾਇਮ ਰੱਖਣ ਦੀ ਆੜ ਵਿੱਚ ਘੱਟ ਗਿਣਤੀਆਂ ਦੇ ਧਾਰਮਿਕ, ਸਮਾਜਿਕ ਅਤੇ ਰਾਜਨੀਤਕ ਹੱਕ ਤਾਂ ਕੁਚਲੇ ਹੀ ਜਾ ਰਹੇ ਹਨ। ਇਸ ਤੋਂ ਇਲਾਵਾ ਸਰਕਾਰ ਵਲੋਂ ਸਿੱਖ ਨੌਜਵਾਨਾਂ ਨੂੰ ਝੂਠੇ ਮੁਕਾਬਲਿਆਂ ਵਿੱਚ ਮਾਰਿਆ ਜਾ ਰਿਹਾ ਹੈ। ਮਾਨ ਨੇ ਕਿਹਾ ਕਿ ਪੁਲੀਸ ਅਤੇ ਨੀਮ ਫੌਜੀ ਦਸਤਿਆਂ ਵਲੋਂ ਕੀਤੇ ਜਾ ਰਹੇ ਜ਼ੁਲਮਾਂ ਵਿਰੁੱਧ ਆਵਾਜ਼ ਉਠਾਉਣ ਵਾਲੇ ਵਕੀਲਾਂ, ਪੱਤਰਕਾਰਾਂ ਅਤੇ ਬੁੱਧੀਜੀਵੀਆਂ ਨੂੰ ਵੀ ਨਿਸ਼ਾਨਾ ਬਣਾਇਆ ਜਾ ਰਿਹਾ ਹੈ। ਭਾਰਤ ਸਰਕਾਰ ਦੀ ਹਿੰਦੂ ਲਾਬੀ ਦੀ ਆਲੋਚਨਾ ਕਰਦਿਆਂ ਉਨ੍ਹਾਂ ਕਿਹਾ ਕਿ ਸਰਕਾਰ ਦੇ ਅਧੀਨ ਘੱਟ ਗਿਣਤੀਆਂ ਦੀਆਂ ਜਾਨਾਂ ਸੁਰੱਖਿਅਤ ਨਹੀਂ ਹਨ। ਸੁਰਜਨ ਕੂੜ ਵਿਚ ਆਯੋਜਿਤ ਕਾਂਗਰਸ ਸੈਸ਼ਨ ਵਿੱਚ ਮੁੱਖ ਮੰਤਰੀ ਪੰਜਾਬ ਬੇਅੰਤ ਸਿੰਘ ਦੇ ਭਾਸ਼ਣ ਨੂੰ ਚਾਰ ਦਿਨਾਂ ਵਿੱਚ ਵੰਡਣ ਦਾ ਸੁਝਾਓ ਦੀ ਆਲੋਚਨਾ ਕਰਦਿਆਂ ਮਾਨ ਨੇ ਕਿਹਾ ਕਿ ਇਹ ਬਿਆਨ ਰਾਜਨੀਤੀ ਅਤੇ ਸੰਵਿਧਾਨ ਦੀ ਦ੍ਰਿਸ਼ਟੀ ਤੋਂ ਬੇ-ਸਮਝੀ ਵਾਲਾ ਹੈ। ਸਿਮਰਨਜੀਤ ਸਿੰਘ ਮਾਨ ਨੇ ਕਿਹਾ ਕਿ ਵਿਸਾਖੀ ਦੇ ਸ਼ੁਭ ਅਵਸਰ 'ਤੇ ਦਮਦਮਾ ਸਾਹਿਬ ਵਿਖੇ ਇਕ ਵਿਸ਼ਾਲ ਕਾਨਫਰੰਸ ਆਯੋਜਿਤ ਕੀਤੀ ਜਾਵੇਗੀ। ਇਸ ਮੌਕੇ 'ਤੇ ਗੁਰਿੰਦਰ ਸਿੰਘ ਬਰਾੜ ਨੂੰ ਜ਼ਿਲ੍ਹਾ ਪ੍ਰਧਾਨ ਅਤੇ ਅਜਮੇਰ ਸਿੰਘ ਮਹਿਤਾ ਨੂੰ ਸਟੇਟ ਕਾਰਜਕਾਰੀ ਕਮੇਟੀ ਅਕਾਲੀ ਦਲ ਮਾਨ ਦਾ ਮੈਂਬਰ ਨਿਯੁਕਤ ਕੀਤਾ ਗਿਆ। ਇਸ ਕਾਨਫਰੰਸ ਨੂੰ ਸੰਬੋਧਨ ਕਰਨ ਵਾਲਿਆਂ ਵਿੱਚ ਮਹਿੰਦਰ ਸਿੰਘ ਸਰਹਾਲੀ ਰਾਜਨੀਤਕ ਸਕੱਤਰ, ਸਵਰਨ ਸਿੰਘ ਮਾਨ ਗਹਰੀ ਜਨਰਲ ਸਕੱਤਰ, ਸਿਮਰਜੀਤ ਸਿੰਘ ਸੰਧੂ ਪ੍ਰਬੰਧਕੀ ਸਕੱਤਰ, ਅਜਮੇਰ ਸਿੰਘ ਮਹਿਤਾ, ਅਤੇ ਕਰਤਾਰ ਸਿੰਘ ਸੇਖੋਂ ਦੇ ਵਿਸ਼ੇਸ਼ ਹਨ।: [602, 142, 960, 423]
